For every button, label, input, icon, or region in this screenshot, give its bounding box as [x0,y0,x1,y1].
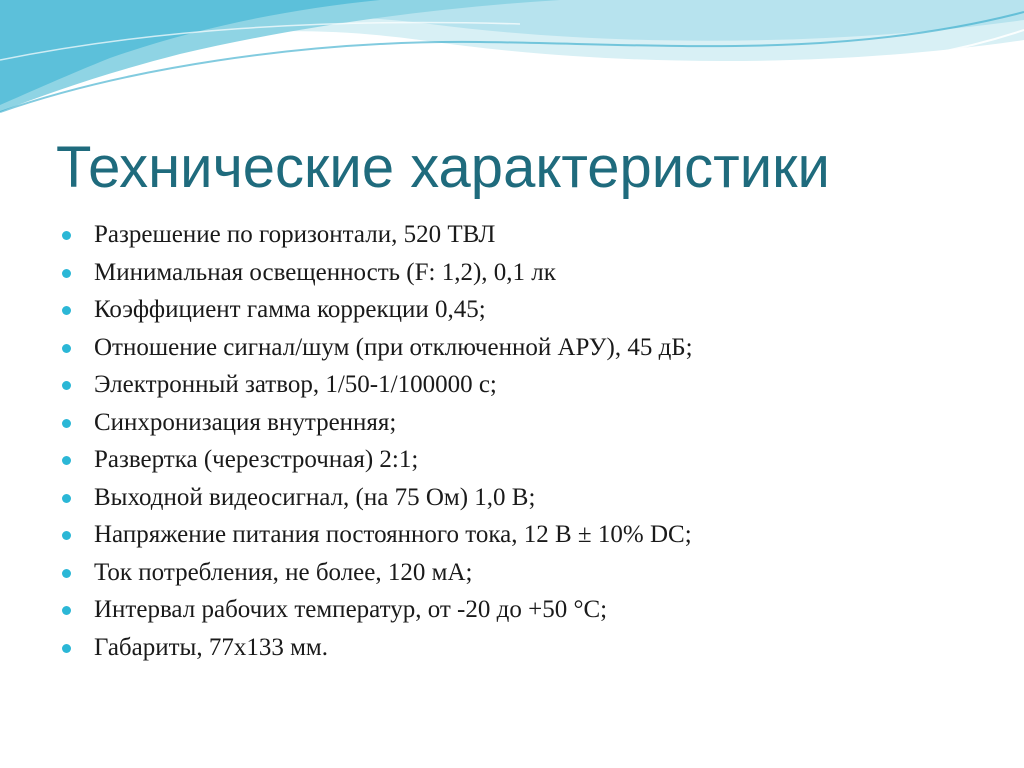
bullet-dot-icon [62,531,71,540]
bullet-item-sync [62,404,693,442]
bullet-text: Минимальная освещенность (F: 1,2), 0,1 лк [94,258,556,286]
bullet-item-illumination [62,254,693,292]
bullet-dot-icon [62,606,71,615]
bullet-dot-icon [62,494,71,503]
bullet-item-shutter [62,366,693,404]
bullet-list [62,216,693,666]
bullet-dot-icon [62,306,71,315]
bullet-item-current [62,554,693,592]
bullet-item-video-output [62,479,693,517]
bullet-text: Развертка (черезстрочная) 2:1; [94,446,419,473]
bullet-item-snr [62,329,693,367]
slide-title: Технические характеристики [56,135,830,200]
bullet-text: Напряжение питания постоянного тока, 12 В ± 10% DC; [94,521,692,548]
bullet-text: Ток потребления, не более, 120 мА; [94,558,473,586]
bullet-dot-icon [62,419,71,428]
bullet-dot-icon [62,231,71,240]
bullet-text: Отношение сигнал/шум (при отключенной АРУ), 45 дБ; [94,333,693,361]
bullet-dot-icon [62,344,71,353]
bullet-text: Разрешение по горизонтали, 520 ТВЛ [94,221,496,248]
bullet-item-scan [62,441,693,479]
bullet-item-resolution [62,216,693,254]
bullet-text: Выходной видеосигнал, (на 75 Ом) 1,0 В; [94,483,536,511]
bullet-item-dimensions [62,629,693,667]
bullet-text: Габариты, 77х133 мм. [94,633,328,661]
bullet-dot-icon [62,569,71,578]
bullet-text: Коэффициент гамма коррекции 0,45; [94,296,486,323]
bullet-dot-icon [62,269,71,278]
bullet-item-temperature [62,591,693,629]
bullet-item-supply-voltage [62,516,693,554]
bullet-dot-icon [62,381,71,390]
bullet-dot-icon [62,644,71,653]
header-wave-decoration [0,0,1024,130]
bullet-item-gamma [62,291,693,329]
bullet-text: Синхронизация внутренняя; [94,408,397,436]
bullet-text: Электронный затвор, 1/50-1/100000 с; [94,371,497,398]
bullet-text: Интервал рабочих температур, от -20 до +50 °С; [94,596,608,623]
bullet-dot-icon [62,456,71,465]
